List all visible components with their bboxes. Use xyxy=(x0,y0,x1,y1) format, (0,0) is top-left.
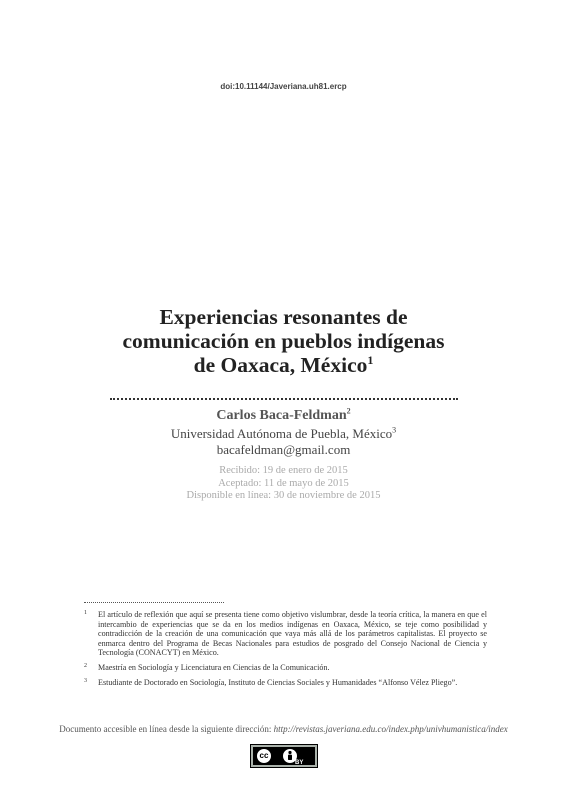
author-footnote-marker: 2 xyxy=(346,406,351,416)
received-date: Recibido: 19 de enero de 2015 xyxy=(219,465,348,476)
title-line-3 xyxy=(60,353,507,377)
footnote xyxy=(84,678,487,688)
doi: doi:10.11144/Javeriana.uh81.ercp xyxy=(220,82,347,91)
title-line-2: comunicación en pueblos indígenas xyxy=(122,329,445,353)
access-url-link[interactable]: http://revistas.javeriana.edu.co/index.php/univhumanistica/index xyxy=(273,724,508,734)
title-divider xyxy=(110,398,458,400)
author-email[interactable]: bacafeldman@gmail.com xyxy=(216,442,351,457)
online-date: Disponible en línea: 30 de noviembre de 2015 xyxy=(186,490,381,501)
affiliation-text: Universidad Autónoma de Puebla, México xyxy=(170,426,393,441)
affiliation-footnote-marker: 3 xyxy=(392,425,397,435)
cc-license-badge[interactable] xyxy=(250,744,318,768)
cc-icon: cc xyxy=(255,747,273,765)
access-line xyxy=(0,724,567,734)
footnote-number: 3 xyxy=(84,677,87,684)
author-name xyxy=(0,408,567,424)
title-line-1: Experiencias resonantes de xyxy=(159,305,408,329)
article-dates xyxy=(0,465,567,503)
author-affiliation xyxy=(0,426,567,442)
footnote-divider xyxy=(84,602,224,603)
footnote-text: Maestría en Sociología y Licenciatura en Ciencias de la Comunicación. xyxy=(98,662,330,672)
footnote xyxy=(84,663,487,673)
article-title xyxy=(60,305,507,377)
footnote-text: El artículo de reflexión que aquí se presenta tiene como objetivo vislumbrar, desde la teoría crítica, la manera en que el intercambio de experiencias que se da en los medios indígenas en Oaxaca, México, se teje como posibilidad y contradicción de la creación de una comunicación que vaya más allá de los parámetros capitalistas. El proyecto se enmarca dentro del Programa de Becas Nacionales para estudios de posgrado del Consejo Nacional de Ciencia y Tecnología (CONACYT) en México. xyxy=(98,610,487,658)
title-footnote-marker: 1 xyxy=(367,352,374,367)
footnote-text: Estudiante de Doctorado en Sociología, Instituto de Ciencias Sociales y Humanidades “Alfonso Vélez Pliego”. xyxy=(98,677,458,687)
footnote-number: 2 xyxy=(84,662,87,669)
title-line-3-text: de Oaxaca, México xyxy=(193,353,368,377)
footnote xyxy=(84,610,487,658)
footnotes xyxy=(84,610,487,692)
footnote-number: 1 xyxy=(84,610,87,616)
access-label: Documento accesible en línea desde la siguiente dirección: xyxy=(59,724,274,734)
author-name-text: Carlos Baca-Feldman xyxy=(216,408,347,423)
by-label: BY xyxy=(295,760,304,766)
accepted-date: Aceptado: 11 de mayo de 2015 xyxy=(218,477,349,489)
